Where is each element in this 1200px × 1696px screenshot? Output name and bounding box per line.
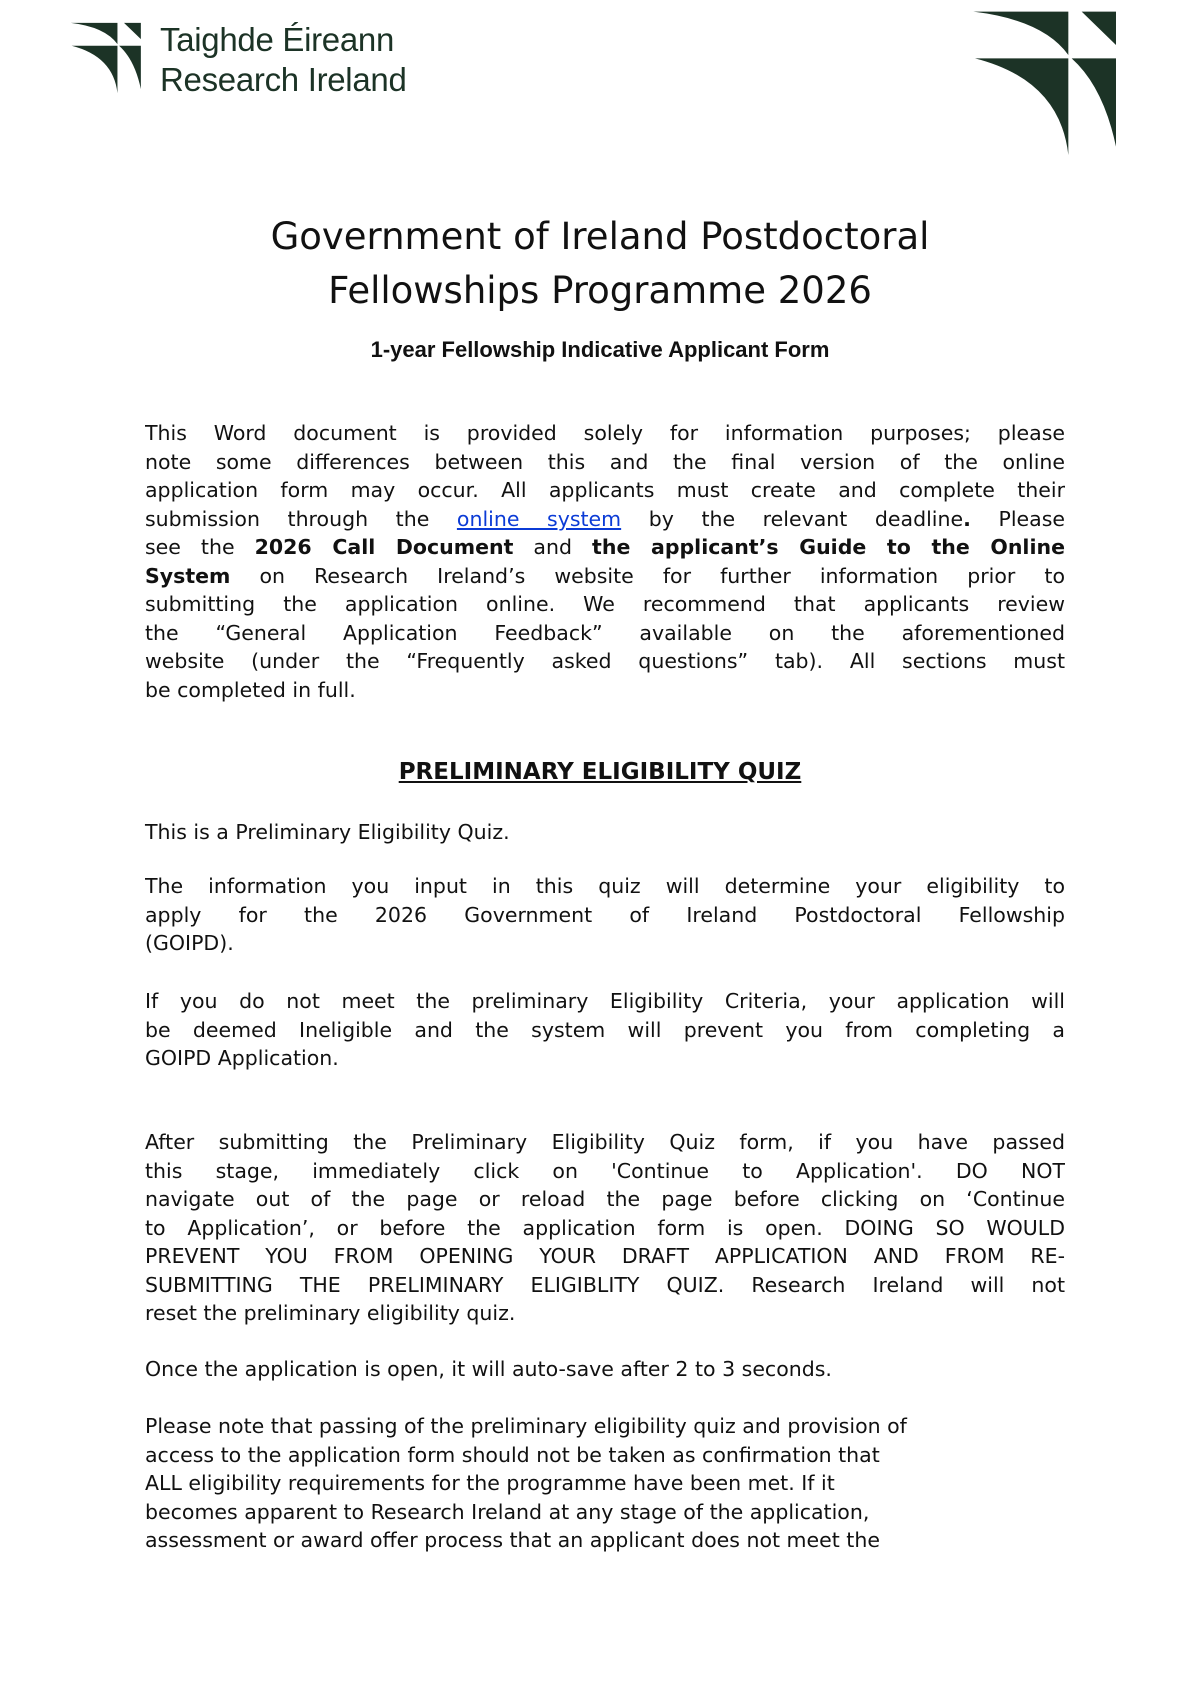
- text-line: PREVENT YOU FROM OPENING YOUR DRAFT APPLICATION AND FROM RE-: [145, 1244, 1065, 1268]
- document-subtitle: 1-year Fellowship Indicative Applicant Form: [370, 337, 830, 362]
- document-title: [0, 210, 1200, 318]
- intro-paragraph: [145, 419, 1065, 704]
- bold-text: System: [145, 563, 231, 588]
- text-run: be completed in full.: [145, 677, 356, 702]
- text-run: see the: [145, 535, 255, 559]
- ineligible-paragraph: [145, 987, 1065, 1073]
- text-line: [145, 619, 1065, 648]
- text-line: [145, 590, 1065, 619]
- text-run: note some differences between this and the final version of the online: [145, 449, 1065, 474]
- decorative-logo-mark-icon: [960, 0, 1140, 170]
- logo-wordmark: [160, 20, 407, 100]
- online-system-link[interactable]: online system: [456, 506, 622, 531]
- text-run: the “General Application Feedback” available on the aforementioned: [145, 620, 1065, 645]
- text-line: SUBMITTING THE PRELIMINARY ELIGIBLITY QUIZ. Research Ireland will not: [145, 1272, 1065, 1297]
- text-line: This is a Preliminary Eligibility Quiz.: [145, 820, 510, 844]
- title-line-1: Government of Ireland Postdoctoral: [270, 215, 930, 258]
- text-line: [145, 448, 1065, 477]
- text-run: website (under the “Frequently asked questions” tab). All sections must: [145, 649, 1065, 673]
- text-line: be deemed Ineligible and the system will prevent you from completing a: [145, 1017, 1065, 1042]
- autosave-paragraph: [145, 1355, 1065, 1384]
- text-run: and: [513, 535, 593, 559]
- text-run: This Word document is provided solely for information purposes; please: [145, 421, 1065, 445]
- bold-text: 2026 Call Document: [254, 535, 514, 559]
- text-line: After submitting the Preliminary Eligibility Quiz form, if you have passed: [145, 1130, 1065, 1154]
- text-run: application form may occur. All applicants must create and complete their: [145, 478, 1065, 502]
- research-ireland-logo-mark-icon: [70, 20, 142, 96]
- logo-line-english: Research Ireland: [160, 61, 407, 98]
- text-line: [145, 533, 1065, 562]
- quiz-info-paragraph: [145, 872, 1065, 958]
- text-line: (GOIPD).: [145, 931, 234, 955]
- text-line: [145, 419, 1065, 448]
- logo-line-irish: Taighde Éireann: [160, 21, 395, 58]
- text-line: [145, 476, 1065, 505]
- text-line: navigate out of the page or reload the page before clicking on ‘Continue: [145, 1187, 1065, 1211]
- eligibility-note-paragraph: [145, 1412, 1065, 1555]
- text-line: apply for the 2026 Government of Ireland Postdoctoral Fellowship: [145, 902, 1065, 927]
- quiz-intro-paragraph: [145, 818, 1065, 847]
- text-line: assessment or award offer process that an applicant does not meet the: [145, 1528, 880, 1552]
- bold-text: .: [963, 506, 971, 531]
- title-line-2: Fellowships Programme 2026: [328, 269, 872, 312]
- text-line: [145, 505, 1065, 534]
- section-heading-eligibility-quiz: PRELIMINARY ELIGIBILITY QUIZ: [398, 759, 802, 785]
- text-line: The information you input in this quiz will determine your eligibility to: [145, 874, 1065, 898]
- text-line: to Application’, or before the application form is open. DOING SO WOULD: [145, 1215, 1065, 1240]
- text-run: submitting the application online. We recommend that applicants review: [145, 592, 1065, 616]
- text-line: [145, 647, 1065, 676]
- text-run: submission through the: [145, 506, 457, 531]
- text-line: ALL eligibility requirements for the programme have been met. If it: [145, 1471, 835, 1495]
- text-line: Please note that passing of the preliminary eligibility quiz and provision of: [145, 1414, 907, 1438]
- text-line: If you do not meet the preliminary Eligibility Criteria, your application will: [145, 989, 1065, 1013]
- text-run: Please: [970, 506, 1065, 531]
- text-line: becomes apparent to Research Ireland at any stage of the application,: [145, 1499, 870, 1524]
- text-line: Once the application is open, it will auto-save after 2 to 3 seconds.: [145, 1357, 832, 1381]
- text-line: GOIPD Application.: [145, 1046, 339, 1070]
- bold-text: the applicant’s Guide to the Online: [592, 535, 1065, 559]
- continue-warning-paragraph: [145, 1128, 1065, 1328]
- text-line: [145, 676, 1065, 705]
- text-line: [145, 562, 1065, 591]
- text-line: this stage, immediately click on 'Continue to Application'. DO NOT: [145, 1158, 1065, 1183]
- text-line: reset the preliminary eligibility quiz.: [145, 1301, 516, 1325]
- text-run: by the relevant deadline: [621, 506, 964, 531]
- text-run: on Research Ireland’s website for further information prior to: [230, 563, 1065, 588]
- text-line: access to the application form should not be taken as confirmation that: [145, 1442, 880, 1467]
